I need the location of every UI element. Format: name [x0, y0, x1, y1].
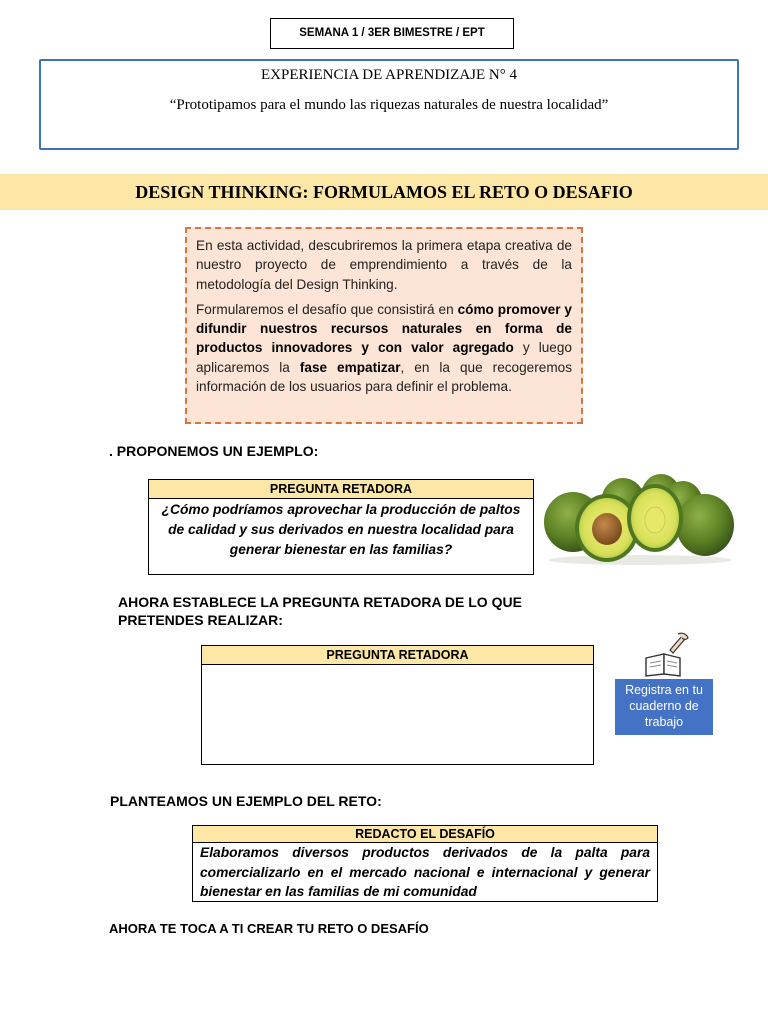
notebook-note: Registra en tu cuaderno de trabajo: [615, 679, 713, 735]
question-header: PREGUNTA RETADORA: [149, 480, 533, 499]
final-heading: AHORA TE TOCA A TI CREAR TU RETO O DESAFÍO: [109, 921, 429, 936]
blank-question-table: [201, 645, 594, 765]
intro-paragraph-2: [196, 300, 572, 396]
experience-box: [39, 59, 739, 150]
intro-bold-text: cómo promover y difundir nuestros recursos naturales en forma de productos innovadores y con valor agregado: [196, 301, 572, 356]
reto-text: Elaboramos diversos productos derivados de la palta para comercializarlo en el mercado nacional e internacional y generar bienestar en las familias de mi comunidad: [200, 845, 650, 899]
reto-table: [192, 825, 658, 902]
establish-heading: AHORA ESTABLECE LA PREGUNTA RETADORA DE LO QUE PRETENDES REALIZAR:: [118, 594, 522, 628]
week-tag: SEMANA 1 / 3ER BIMESTRE / EPT: [270, 18, 514, 49]
intro-text: y luego aplicaremos la: [196, 340, 572, 375]
reto-heading: PLANTEAMOS UN EJEMPLO DEL RETO:: [110, 793, 382, 809]
notebook-pen-icon: [642, 630, 690, 678]
intro-bold-text: fase empatizar: [299, 359, 401, 375]
question-header: PREGUNTA RETADORA: [202, 646, 593, 665]
intro-text: Formularemos el desafío que consistirá en: [196, 301, 458, 317]
experience-subtitle: “Prototipamos para el mundo las riquezas naturales de nuestra localidad”: [169, 97, 609, 113]
section-title-band: DESIGN THINKING: FORMULAMOS EL RETO O DESAFIO: [0, 174, 768, 210]
intro-box: [185, 227, 583, 424]
intro-paragraph-1: En esta actividad, descubriremos la primera etapa creativa de nuestro proyecto de emprendimiento a través de la metodología del Design Thinking.: [196, 238, 572, 292]
experience-title: EXPERIENCIA DE APRENDIZAJE N° 4: [261, 67, 517, 83]
example-question-table: [148, 479, 534, 575]
question-text: ¿Cómo podríamos aprovechar la producción de paltos de calidad y sus derivados en nuestra localidad para generar bienestar en las familias?: [161, 502, 521, 557]
intro-text: , en la que recogeremos información de los usuarios para definir el problema.: [196, 359, 572, 395]
question-answer-area[interactable]: [202, 665, 593, 756]
avocado-illustration: [543, 470, 738, 566]
reto-header: REDACTO EL DESAFÍO: [193, 826, 657, 843]
example-heading: . PROPONEMOS UN EJEMPLO:: [109, 443, 319, 459]
